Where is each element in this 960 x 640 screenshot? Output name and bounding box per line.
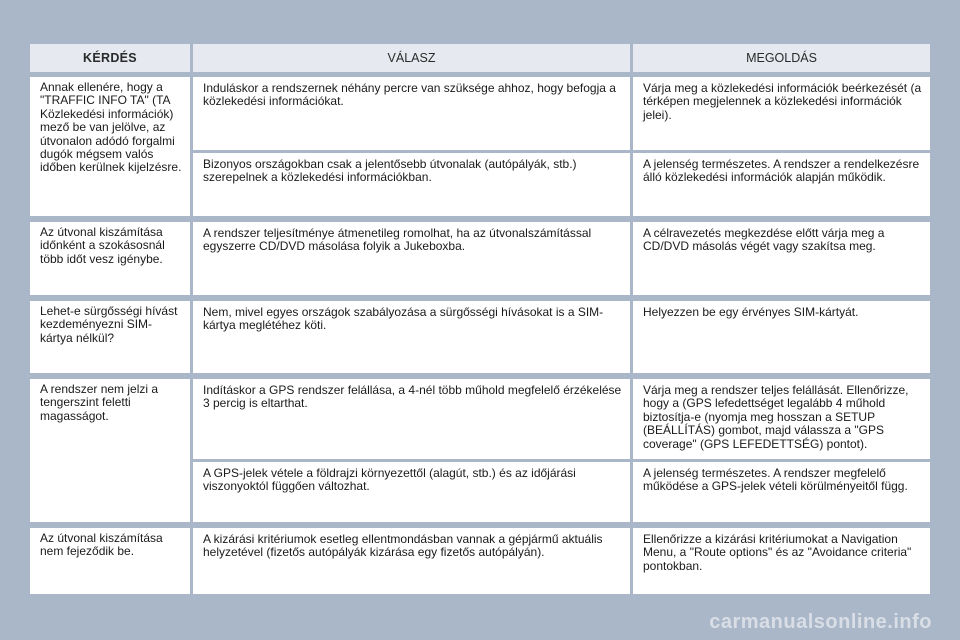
answer-cell: Indításkor a GPS rendszer felállása, a 4-nél több műhold megfelelő érzékelése 3 percig is eltarthat. xyxy=(193,379,630,459)
solution-cell: Várja meg a rendszer teljes felállását. Ellenőrizze, hogy a (GPS lefedettséget legalább 4 műhold biztosítja-e (nyomja meg hosszan a SETUP (BEÁLLÍTÁS) gombot, majd válassza a "GPS coverage" (GPS LEFEDETTSÉG) pontot). xyxy=(633,379,930,459)
header-solution: MEGOLDÁS xyxy=(633,44,930,72)
faq-group xyxy=(30,301,930,373)
answer-cell: Nem, mivel egyes országok szabályozása a sürgősségi hívásokat is a SIM-kártya meglétéhez köti. xyxy=(193,301,630,373)
solution-cell: A jelenség természetes. A rendszer a rendelkezésre álló közlekedési információk alapján működik. xyxy=(633,153,930,216)
table-row xyxy=(193,301,930,373)
faq-group xyxy=(30,379,930,522)
answer-cell: A kizárási kritériumok esetleg ellentmondásban vannak a gépjármű aktuális helyzetével (fizetős autópályák kizárása egy fizetős autópályán). xyxy=(193,528,630,594)
table-row xyxy=(193,222,930,295)
faq-table xyxy=(30,44,930,600)
answer-cell: Induláskor a rendszernek néhány percre van szüksége ahhoz, hogy befogja a közlekedési információkat. xyxy=(193,77,630,150)
solution-cell: A célravezetés megkezdése előtt várja meg a CD/DVD másolás végét vagy szakítsa meg. xyxy=(633,222,930,295)
table-row xyxy=(193,77,930,150)
answer-cell: Bizonyos országokban csak a jelentősebb útvonalak (autópályák, stb.) szerepelnek a közlekedési információkban. xyxy=(193,153,630,216)
solution-cell: Ellenőrizze a kizárási kritériumokat a Navigation Menu, a "Route options" és az "Avoidance criteria" pontokban. xyxy=(633,528,930,594)
table-header xyxy=(30,44,930,72)
table-row xyxy=(193,462,930,522)
answer-cell: A GPS-jelek vétele a földrajzi környezettől (alagút, stb.) és az időjárási viszonyoktól függően változhat. xyxy=(193,462,630,522)
solution-cell: Várja meg a közlekedési információk beérkezését (a térképen megjelennek a közlekedési információk jelei). xyxy=(633,77,930,150)
answer-cell: A rendszer teljesítménye átmenetileg romolhat, ha az útvonalszámítással egyszerre CD/DVD másolása folyik a Jukeboxba. xyxy=(193,222,630,295)
faq-group xyxy=(30,528,930,594)
table-row xyxy=(193,379,930,459)
solution-cell: Helyezzen be egy érvényes SIM-kártyát. xyxy=(633,301,930,373)
question-cell: A rendszer nem jelzi a tengerszint feletti magasságot. xyxy=(30,379,190,522)
header-question: KÉRDÉS xyxy=(30,44,190,72)
table-row xyxy=(193,153,930,216)
question-cell: Lehet-e sürgősségi hívást kezdeményezni SIM-kártya nélkül? xyxy=(30,301,190,373)
header-answer: VÁLASZ xyxy=(193,44,630,72)
question-cell: Az útvonal kiszámítása időnként a szokásosnál több időt vesz igénybe. xyxy=(30,222,190,295)
faq-group xyxy=(30,222,930,295)
watermark: carmanualsonline.info xyxy=(709,611,932,633)
question-cell: Annak ellenére, hogy a "TRAFFIC INFO TA" (TA Közlekedési információk) mező be van jelölve, az útvonalon adódó forgalmi dugók mégsem valós időben kerülnek kijelzésre. xyxy=(30,77,190,216)
solution-cell: A jelenség természetes. A rendszer megfelelő működése a GPS-jelek vételi körülményeitől függ. xyxy=(633,462,930,522)
table-row xyxy=(193,528,930,594)
question-cell: Az útvonal kiszámítása nem fejeződik be. xyxy=(30,528,190,594)
faq-group xyxy=(30,77,930,216)
